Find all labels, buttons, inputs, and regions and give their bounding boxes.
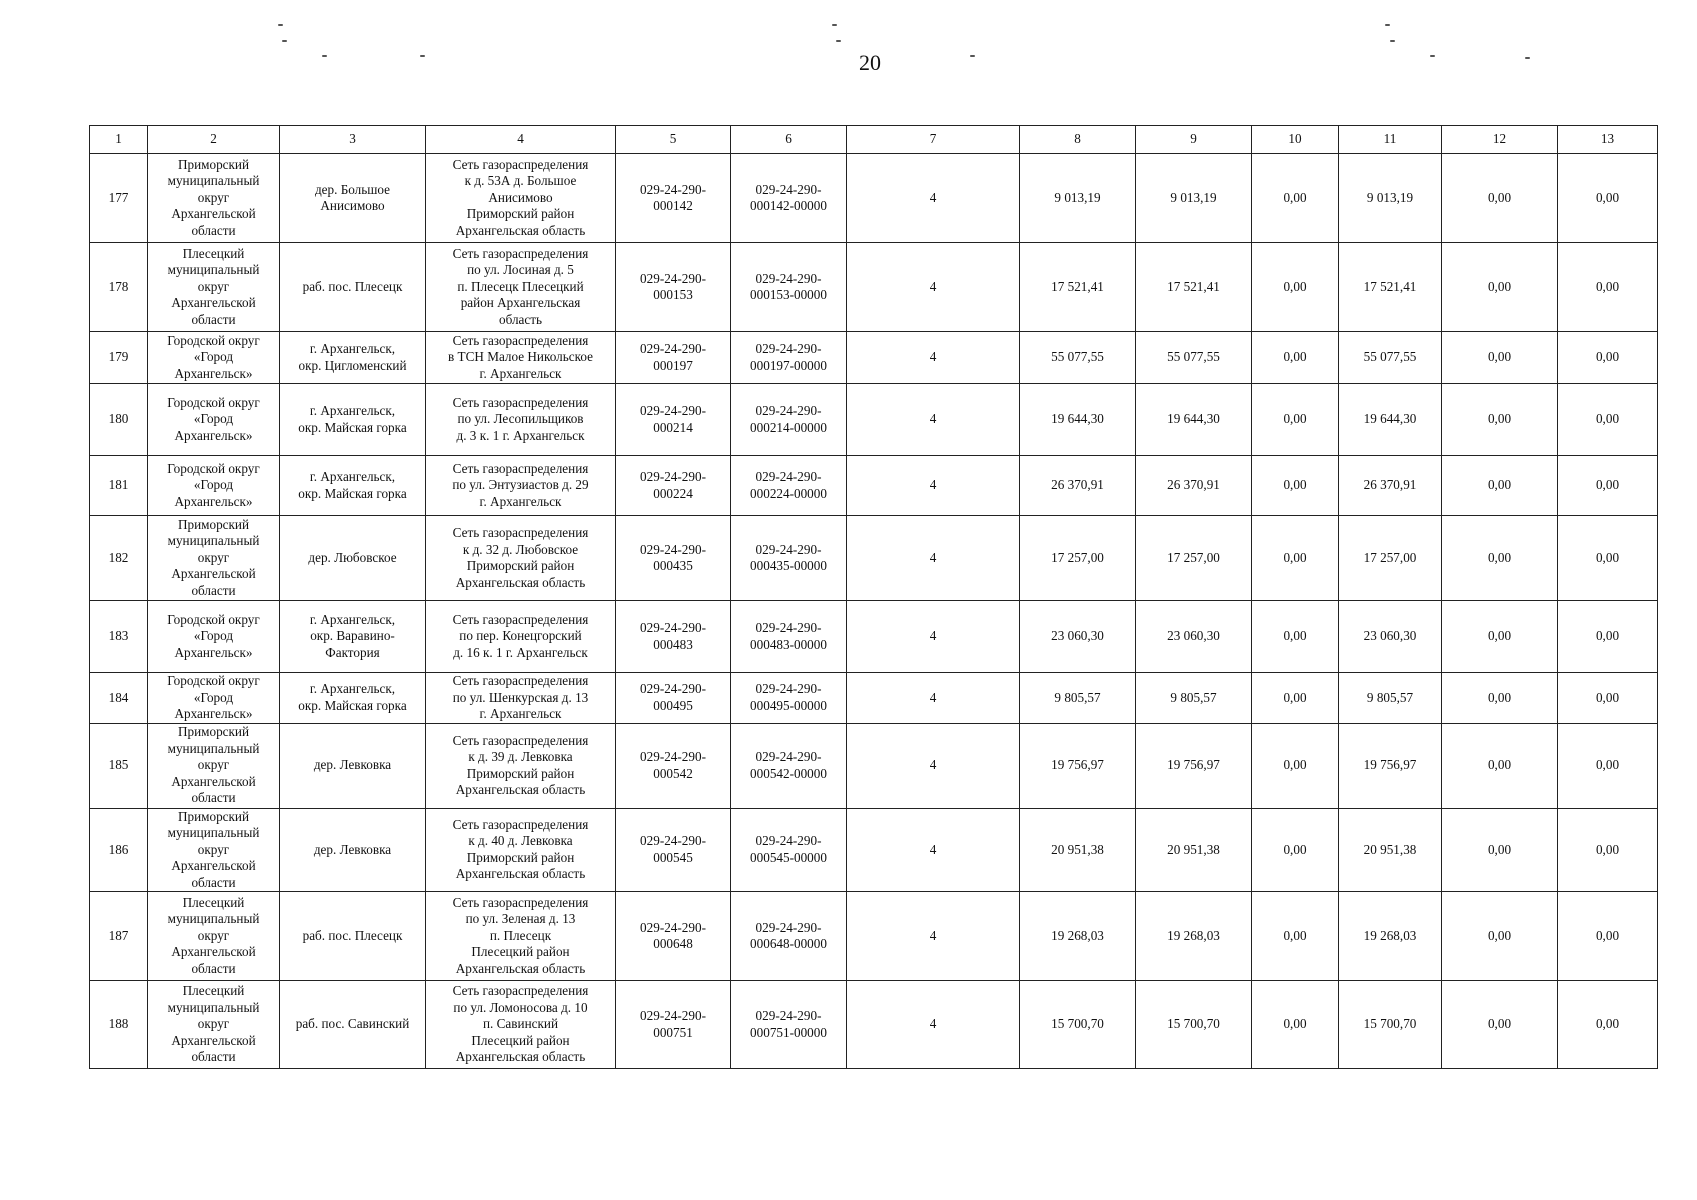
value-cell: 26 370,91 [1136,456,1252,516]
value-cell: 17 257,00 [1339,516,1442,601]
inventory-number-cell: 029-24-290- 000495-00000 [731,673,847,724]
row-number-cell: 182 [90,516,148,601]
locality-cell: г. Архангельск, окр. Майская горка [280,673,426,724]
value-cell: 0,00 [1558,673,1658,724]
registry-number-cell: 029-24-290- 000224 [616,456,731,516]
value-cell: 19 756,97 [1136,723,1252,808]
value-cell: 0,00 [1252,892,1339,981]
value-cell: 0,00 [1252,154,1339,243]
district-cell: Приморский муниципальный округ Архангельской области [148,154,280,243]
value-cell: 26 370,91 [1020,456,1136,516]
registry-number-cell: 029-24-290- 000435 [616,516,731,601]
table-row [90,723,1658,808]
value-cell: 19 268,03 [1339,892,1442,981]
inventory-number-cell: 029-24-290- 000542-00000 [731,723,847,808]
header-cell: 5 [616,126,731,154]
value-cell: 0,00 [1558,892,1658,981]
value-cell: 9 805,57 [1136,673,1252,724]
value-cell: 17 521,41 [1339,243,1442,332]
district-cell: Приморский муниципальный округ Архангельской области [148,723,280,808]
inventory-number-cell: 029-24-290- 000153-00000 [731,243,847,332]
registry-number-cell: 029-24-290- 000197 [616,332,731,384]
district-cell: Плесецкий муниципальный округ Архангельской области [148,243,280,332]
value-cell: 0,00 [1442,981,1558,1069]
category-cell: 4 [847,673,1020,724]
value-cell: 0,00 [1252,332,1339,384]
value-cell: 19 644,30 [1020,384,1136,456]
row-number-cell: 179 [90,332,148,384]
registry-number-cell: 029-24-290- 000483 [616,601,731,673]
value-cell: 0,00 [1442,808,1558,892]
registry-number-cell: 029-24-290- 000153 [616,243,731,332]
value-cell: 19 268,03 [1136,892,1252,981]
locality-cell: дер. Любовское [280,516,426,601]
scan-speck [836,40,841,42]
value-cell: 0,00 [1252,516,1339,601]
table-row [90,516,1658,601]
inventory-number-cell: 029-24-290- 000545-00000 [731,808,847,892]
header-cell: 9 [1136,126,1252,154]
district-cell: Городской округ «Город Архангельск» [148,384,280,456]
value-cell: 0,00 [1252,456,1339,516]
locality-cell: г. Архангельск, окр. Цигломенский [280,332,426,384]
locality-cell: г. Архангельск, окр. Майская горка [280,384,426,456]
registry-number-cell: 029-24-290- 000142 [616,154,731,243]
category-cell: 4 [847,456,1020,516]
table-row [90,154,1658,243]
value-cell: 19 756,97 [1020,723,1136,808]
object-name-cell: Сеть газораспределения по ул. Шенкурская д. 13 г. Архангельск [426,673,616,724]
header-cell: 7 [847,126,1020,154]
inventory-number-cell: 029-24-290- 000751-00000 [731,981,847,1069]
row-number-cell: 188 [90,981,148,1069]
value-cell: 15 700,70 [1020,981,1136,1069]
object-name-cell: Сеть газораспределения к д. 40 д. Левковка Приморский район Архангельская область [426,808,616,892]
registry-number-cell: 029-24-290- 000751 [616,981,731,1069]
object-name-cell: Сеть газораспределения по ул. Лесопильщиков д. 3 к. 1 г. Архангельск [426,384,616,456]
category-cell: 4 [847,981,1020,1069]
header-cell: 4 [426,126,616,154]
value-cell: 15 700,70 [1339,981,1442,1069]
district-cell: Городской округ «Город Архангельск» [148,332,280,384]
inventory-number-cell: 029-24-290- 000483-00000 [731,601,847,673]
value-cell: 0,00 [1558,243,1658,332]
value-cell: 0,00 [1558,456,1658,516]
value-cell: 0,00 [1252,384,1339,456]
value-cell: 55 077,55 [1339,332,1442,384]
locality-cell: г. Архангельск, окр. Варавино- Фактория [280,601,426,673]
registry-table-body [90,126,1658,1069]
scan-speck [1385,24,1390,26]
row-number-cell: 187 [90,892,148,981]
district-cell: Городской округ «Город Архангельск» [148,673,280,724]
row-number-cell: 181 [90,456,148,516]
locality-cell: раб. пос. Плесецк [280,243,426,332]
table-row [90,673,1658,724]
scan-speck [832,24,837,26]
value-cell: 55 077,55 [1020,332,1136,384]
value-cell: 0,00 [1252,601,1339,673]
table-row [90,808,1658,892]
header-row [90,126,1658,154]
category-cell: 4 [847,601,1020,673]
locality-cell: раб. пос. Плесецк [280,892,426,981]
scan-speck [278,24,283,26]
object-name-cell: Сеть газораспределения к д. 39 д. Левковка Приморский район Архангельская область [426,723,616,808]
category-cell: 4 [847,243,1020,332]
table-row [90,384,1658,456]
value-cell: 17 257,00 [1020,516,1136,601]
category-cell: 4 [847,384,1020,456]
value-cell: 17 521,41 [1020,243,1136,332]
value-cell: 9 013,19 [1136,154,1252,243]
object-name-cell: Сеть газораспределения по ул. Лосиная д. 5 п. Плесецк Плесецкий район Архангельская область [426,243,616,332]
registry-number-cell: 029-24-290- 000545 [616,808,731,892]
value-cell: 19 756,97 [1339,723,1442,808]
category-cell: 4 [847,332,1020,384]
value-cell: 0,00 [1558,154,1658,243]
object-name-cell: Сеть газораспределения по пер. Конецгорский д. 16 к. 1 г. Архангельск [426,601,616,673]
value-cell: 19 644,30 [1136,384,1252,456]
inventory-number-cell: 029-24-290- 000435-00000 [731,516,847,601]
value-cell: 0,00 [1252,673,1339,724]
value-cell: 0,00 [1558,601,1658,673]
row-number-cell: 177 [90,154,148,243]
table-row [90,981,1658,1069]
value-cell: 9 805,57 [1020,673,1136,724]
table-row [90,892,1658,981]
inventory-number-cell: 029-24-290- 000224-00000 [731,456,847,516]
scan-speck [1390,40,1395,42]
locality-cell: дер. Большое Анисимово [280,154,426,243]
object-name-cell: Сеть газораспределения к д. 32 д. Любовское Приморский район Архангельская область [426,516,616,601]
row-number-cell: 186 [90,808,148,892]
header-cell: 6 [731,126,847,154]
value-cell: 0,00 [1442,601,1558,673]
locality-cell: дер. Левковка [280,808,426,892]
value-cell: 15 700,70 [1136,981,1252,1069]
page-number: 20 [859,50,881,75]
value-cell: 0,00 [1252,808,1339,892]
category-cell: 4 [847,516,1020,601]
value-cell: 20 951,38 [1339,808,1442,892]
category-cell: 4 [847,154,1020,243]
value-cell: 0,00 [1558,981,1658,1069]
value-cell: 9 013,19 [1020,154,1136,243]
table-row [90,601,1658,673]
value-cell: 0,00 [1252,243,1339,332]
header-cell: 3 [280,126,426,154]
value-cell: 9 805,57 [1339,673,1442,724]
object-name-cell: Сеть газораспределения в ТСН Малое Никольское г. Архангельск [426,332,616,384]
category-cell: 4 [847,892,1020,981]
district-cell: Приморский муниципальный округ Архангельской области [148,808,280,892]
header-cell: 13 [1558,126,1658,154]
value-cell: 0,00 [1442,154,1558,243]
table-row [90,243,1658,332]
inventory-number-cell: 029-24-290- 000214-00000 [731,384,847,456]
district-cell: Плесецкий муниципальный округ Архангельской области [148,892,280,981]
value-cell: 55 077,55 [1136,332,1252,384]
value-cell: 0,00 [1252,723,1339,808]
table-row [90,456,1658,516]
header-cell: 2 [148,126,280,154]
value-cell: 0,00 [1558,384,1658,456]
value-cell: 20 951,38 [1136,808,1252,892]
value-cell: 19 268,03 [1020,892,1136,981]
header-cell: 8 [1020,126,1136,154]
scan-speck [282,40,287,42]
row-number-cell: 184 [90,673,148,724]
value-cell: 0,00 [1252,981,1339,1069]
value-cell: 0,00 [1442,723,1558,808]
value-cell: 0,00 [1442,516,1558,601]
value-cell: 0,00 [1442,456,1558,516]
value-cell: 23 060,30 [1339,601,1442,673]
category-cell: 4 [847,723,1020,808]
value-cell: 17 257,00 [1136,516,1252,601]
value-cell: 19 644,30 [1339,384,1442,456]
table-row [90,332,1658,384]
value-cell: 0,00 [1558,808,1658,892]
inventory-number-cell: 029-24-290- 000648-00000 [731,892,847,981]
category-cell: 4 [847,808,1020,892]
object-name-cell: Сеть газораспределения по ул. Зеленая д. 13 п. Плесецк Плесецкий район Архангельская область [426,892,616,981]
value-cell: 0,00 [1442,243,1558,332]
registry-number-cell: 029-24-290- 000648 [616,892,731,981]
inventory-number-cell: 029-24-290- 000142-00000 [731,154,847,243]
row-number-cell: 185 [90,723,148,808]
locality-cell: г. Архангельск, окр. Майская горка [280,456,426,516]
locality-cell: раб. пос. Савинский [280,981,426,1069]
object-name-cell: Сеть газораспределения к д. 53А д. Большое Анисимово Приморский район Архангельская область [426,154,616,243]
row-number-cell: 180 [90,384,148,456]
value-cell: 0,00 [1442,892,1558,981]
inventory-number-cell: 029-24-290- 000197-00000 [731,332,847,384]
value-cell: 20 951,38 [1020,808,1136,892]
district-cell: Плесецкий муниципальный округ Архангельской области [148,981,280,1069]
value-cell: 23 060,30 [1136,601,1252,673]
row-number-cell: 178 [90,243,148,332]
registry-number-cell: 029-24-290- 000214 [616,384,731,456]
locality-cell: дер. Левковка [280,723,426,808]
district-cell: Приморский муниципальный округ Архангельской области [148,516,280,601]
district-cell: Городской округ «Город Архангельск» [148,601,280,673]
value-cell: 0,00 [1558,516,1658,601]
value-cell: 26 370,91 [1339,456,1442,516]
district-cell: Городской округ «Город Архангельск» [148,456,280,516]
value-cell: 9 013,19 [1339,154,1442,243]
row-number-cell: 183 [90,601,148,673]
header-cell: 12 [1442,126,1558,154]
value-cell: 0,00 [1442,673,1558,724]
header-cell: 11 [1339,126,1442,154]
value-cell: 23 060,30 [1020,601,1136,673]
value-cell: 0,00 [1558,723,1658,808]
header-cell: 10 [1252,126,1339,154]
registry-table [89,125,1658,1069]
value-cell: 0,00 [1558,332,1658,384]
object-name-cell: Сеть газораспределения по ул. Энтузиастов д. 29 г. Архангельск [426,456,616,516]
registry-number-cell: 029-24-290- 000495 [616,673,731,724]
object-name-cell: Сеть газораспределения по ул. Ломоносова д. 10 п. Савинский Плесецкий район Архангельская область [426,981,616,1069]
header-cell: 1 [90,126,148,154]
value-cell: 0,00 [1442,332,1558,384]
value-cell: 0,00 [1442,384,1558,456]
registry-number-cell: 029-24-290- 000542 [616,723,731,808]
value-cell: 17 521,41 [1136,243,1252,332]
